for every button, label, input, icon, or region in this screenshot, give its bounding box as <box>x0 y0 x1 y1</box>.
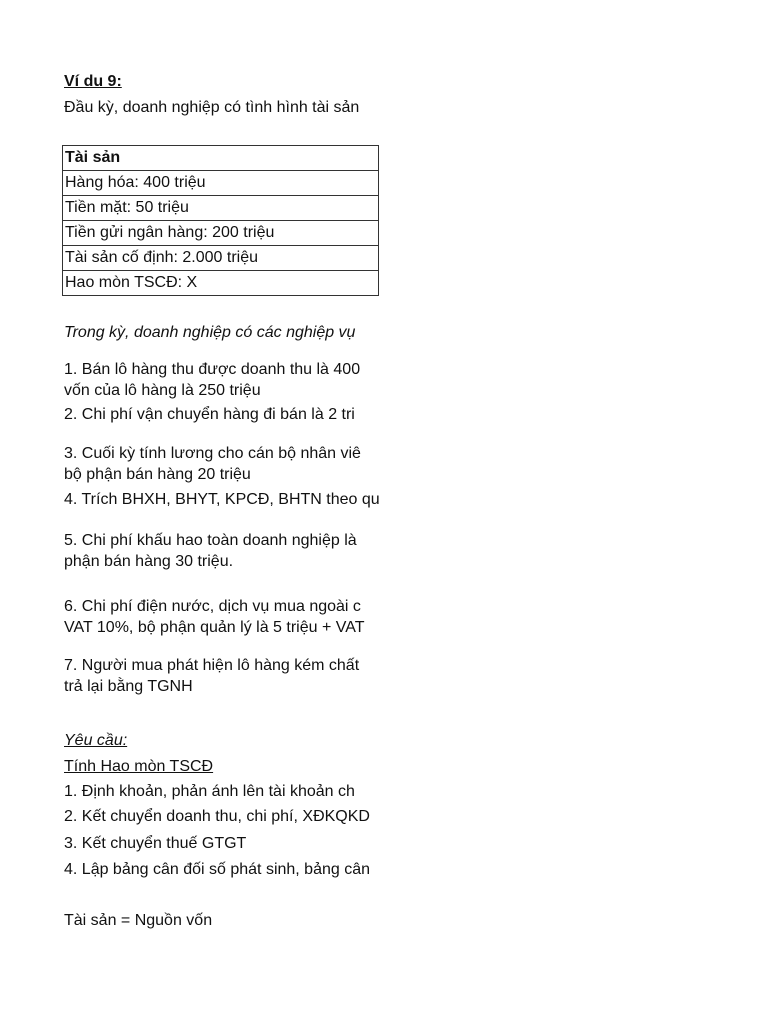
table-cell: Tài sản cố định: 2.000 triệu <box>63 246 379 271</box>
intro-text: Đầu kỳ, doanh nghiệp có tình hình tài sản <box>64 99 360 116</box>
requirement-item: 2. Kết chuyển doanh thu, chi phí, XĐKQKD <box>64 808 370 825</box>
requirement-item: 4. Lập bảng cân đối số phát sinh, bảng cân <box>64 861 371 878</box>
table-row <box>63 196 379 221</box>
table-header-cell: Tài sản <box>63 146 379 171</box>
table-row <box>63 221 379 246</box>
table-cell: Hao mòn TSCĐ: X <box>63 271 379 296</box>
transaction-line: vốn của lô hàng là 250 triệu <box>64 382 261 399</box>
table-header-row <box>63 146 379 171</box>
transaction-line: phận bán hàng 30 triệu. <box>64 553 234 570</box>
asset-table <box>62 145 379 296</box>
table-row <box>63 271 379 296</box>
transaction-line: bộ phận bán hàng 20 triệu <box>64 466 251 483</box>
requirements-subtitle: Tính Hao mòn TSCĐ <box>64 758 214 775</box>
transaction-line: trả lại bằng TGNH <box>64 678 193 695</box>
transaction-line: 7. Người mua phát hiện lô hàng kém chất <box>64 657 360 674</box>
transaction-line: 4. Trích BHXH, BHYT, KPCĐ, BHTN theo qu <box>64 491 380 508</box>
transaction-line: 6. Chi phí điện nước, dịch vụ mua ngoài c <box>64 598 361 615</box>
table-cell: Tiền gửi ngân hàng: 200 triệu <box>63 221 379 246</box>
table-cell: Tiền mặt: 50 triệu <box>63 196 379 221</box>
transaction-line: 2. Chi phí vận chuyển hàng đi bán là 2 tri <box>64 406 355 423</box>
table-cell: Hàng hóa: 400 triệu <box>63 171 379 196</box>
transactions-intro: Trong kỳ, doanh nghiệp có các nghiệp vụ <box>64 324 356 341</box>
transaction-line: 1. Bán lô hàng thu được doanh thu là 400 <box>64 361 361 378</box>
example-title: Ví du 9: <box>64 73 122 90</box>
requirements-title: Yêu cầu: <box>64 732 128 749</box>
transaction-line: VAT 10%, bộ phận quản lý là 5 triệu + VAT <box>64 619 365 636</box>
transaction-line: 5. Chi phí khấu hao toàn doanh nghiệp là <box>64 532 357 549</box>
table-row <box>63 246 379 271</box>
requirement-item: 1. Định khoản, phản ánh lên tài khoản ch <box>64 783 355 800</box>
balance-equation: Tài sản = Nguồn vốn <box>64 912 213 929</box>
requirement-item: 3. Kết chuyển thuế GTGT <box>64 835 247 852</box>
transaction-line: 3. Cuối kỳ tính lương cho cán bộ nhân viê <box>64 445 361 462</box>
document-page <box>0 0 380 1024</box>
table-row <box>63 171 379 196</box>
